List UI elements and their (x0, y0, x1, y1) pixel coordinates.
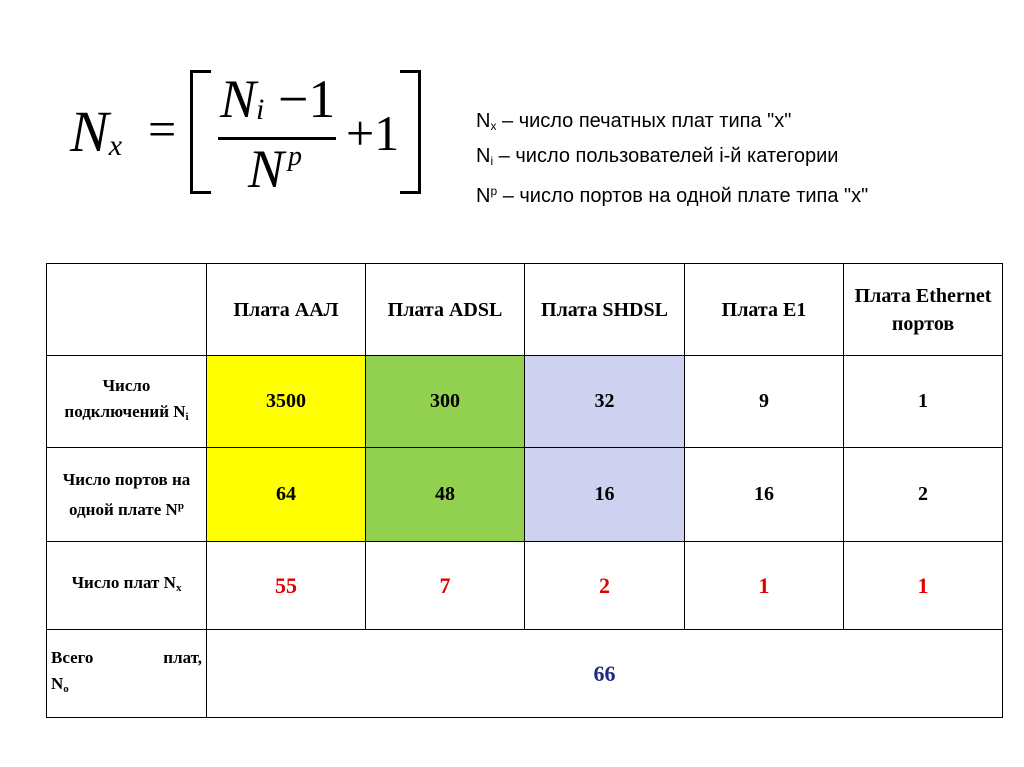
row-label-mark: i (185, 411, 189, 423)
row-label-connections (47, 356, 207, 448)
board-calculation-table (46, 263, 1003, 718)
denominator-sup: p (288, 141, 303, 172)
legend-mark: x (490, 119, 497, 133)
total-label-symbol (51, 671, 202, 702)
cell-boards-e1: 1 (685, 542, 844, 630)
row-label-boards (47, 542, 207, 630)
legend-base: N (476, 145, 491, 167)
cell-boards-adsl: 7 (366, 542, 525, 630)
cell-connections-aal: 3500 (207, 356, 366, 448)
row-label-text: Число портов на одной плате N (62, 469, 191, 519)
formula-plus-one: +1 (346, 105, 400, 161)
legend-line-np (476, 176, 868, 211)
formula-lhs-sub: x (108, 129, 123, 162)
cell-boards-aal: 55 (207, 542, 366, 630)
legend-text: – число печатных плат типа "x" (496, 110, 792, 132)
table-row-connections (47, 356, 1003, 448)
header-e1: Плата Е1 (685, 264, 844, 356)
row-label-mark: x (175, 582, 182, 594)
legend-base: N (476, 110, 491, 132)
formula-left-bracket (190, 70, 211, 194)
legend-mark: i (490, 154, 494, 168)
formula-equals: = (148, 101, 177, 157)
legend-text: – число пользователей i-й категории (493, 145, 839, 167)
formula-denominator (248, 138, 302, 200)
formula-lhs (70, 98, 122, 165)
legend-mark: p (490, 184, 498, 198)
formula-right-bracket (400, 70, 421, 194)
board-count-formula (60, 68, 440, 198)
numerator-minus-one: −1 (264, 69, 336, 129)
header-aal: Плата ААЛ (207, 264, 366, 356)
cell-total-value: 66 (207, 630, 1003, 718)
row-label-ports (47, 448, 207, 542)
formula-legend (476, 106, 868, 211)
cell-ports-aal: 64 (207, 448, 366, 542)
total-base: N (51, 674, 64, 693)
cell-boards-ethernet: 1 (844, 542, 1003, 630)
row-label-total (47, 630, 207, 718)
legend-text: – число портов на одной плате типа "x" (497, 185, 869, 207)
total-mark: o (63, 683, 69, 695)
row-label-text: Число плат N (71, 573, 176, 592)
formula-lhs-n: N (70, 99, 109, 164)
legend-line-ni (476, 141, 868, 176)
cell-connections-shdsl: 32 (525, 356, 685, 448)
total-label-line (51, 645, 202, 671)
cell-ports-ethernet: 2 (844, 448, 1003, 542)
row-label-text: Число подключений N (64, 376, 186, 421)
total-word-1: Всего (51, 648, 94, 667)
numerator-sub: i (256, 93, 265, 126)
denominator-n: N (248, 139, 285, 199)
table-row-boards (47, 542, 1003, 630)
table-row-total (47, 630, 1003, 718)
legend-line-nx (476, 106, 868, 141)
cell-ports-adsl: 48 (366, 448, 525, 542)
table-row-ports (47, 448, 1003, 542)
cell-connections-adsl: 300 (366, 356, 525, 448)
cell-ports-e1: 16 (685, 448, 844, 542)
header-shdsl: Плата SHDSL (525, 264, 685, 356)
cell-connections-ethernet: 1 (844, 356, 1003, 448)
legend-base: N (476, 185, 491, 207)
cell-connections-e1: 9 (685, 356, 844, 448)
cell-ports-shdsl: 16 (525, 448, 685, 542)
header-empty-cell (47, 264, 207, 356)
header-adsl: Плата ADSL (366, 264, 525, 356)
numerator-n: N (220, 69, 257, 129)
header-ethernet: Плата Ethernet портов (844, 264, 1003, 356)
cell-boards-shdsl: 2 (525, 542, 685, 630)
formula-numerator (220, 68, 335, 130)
row-label-mark: p (177, 499, 184, 512)
table-header-row (47, 264, 1003, 356)
total-word-2: плат, (163, 648, 202, 667)
